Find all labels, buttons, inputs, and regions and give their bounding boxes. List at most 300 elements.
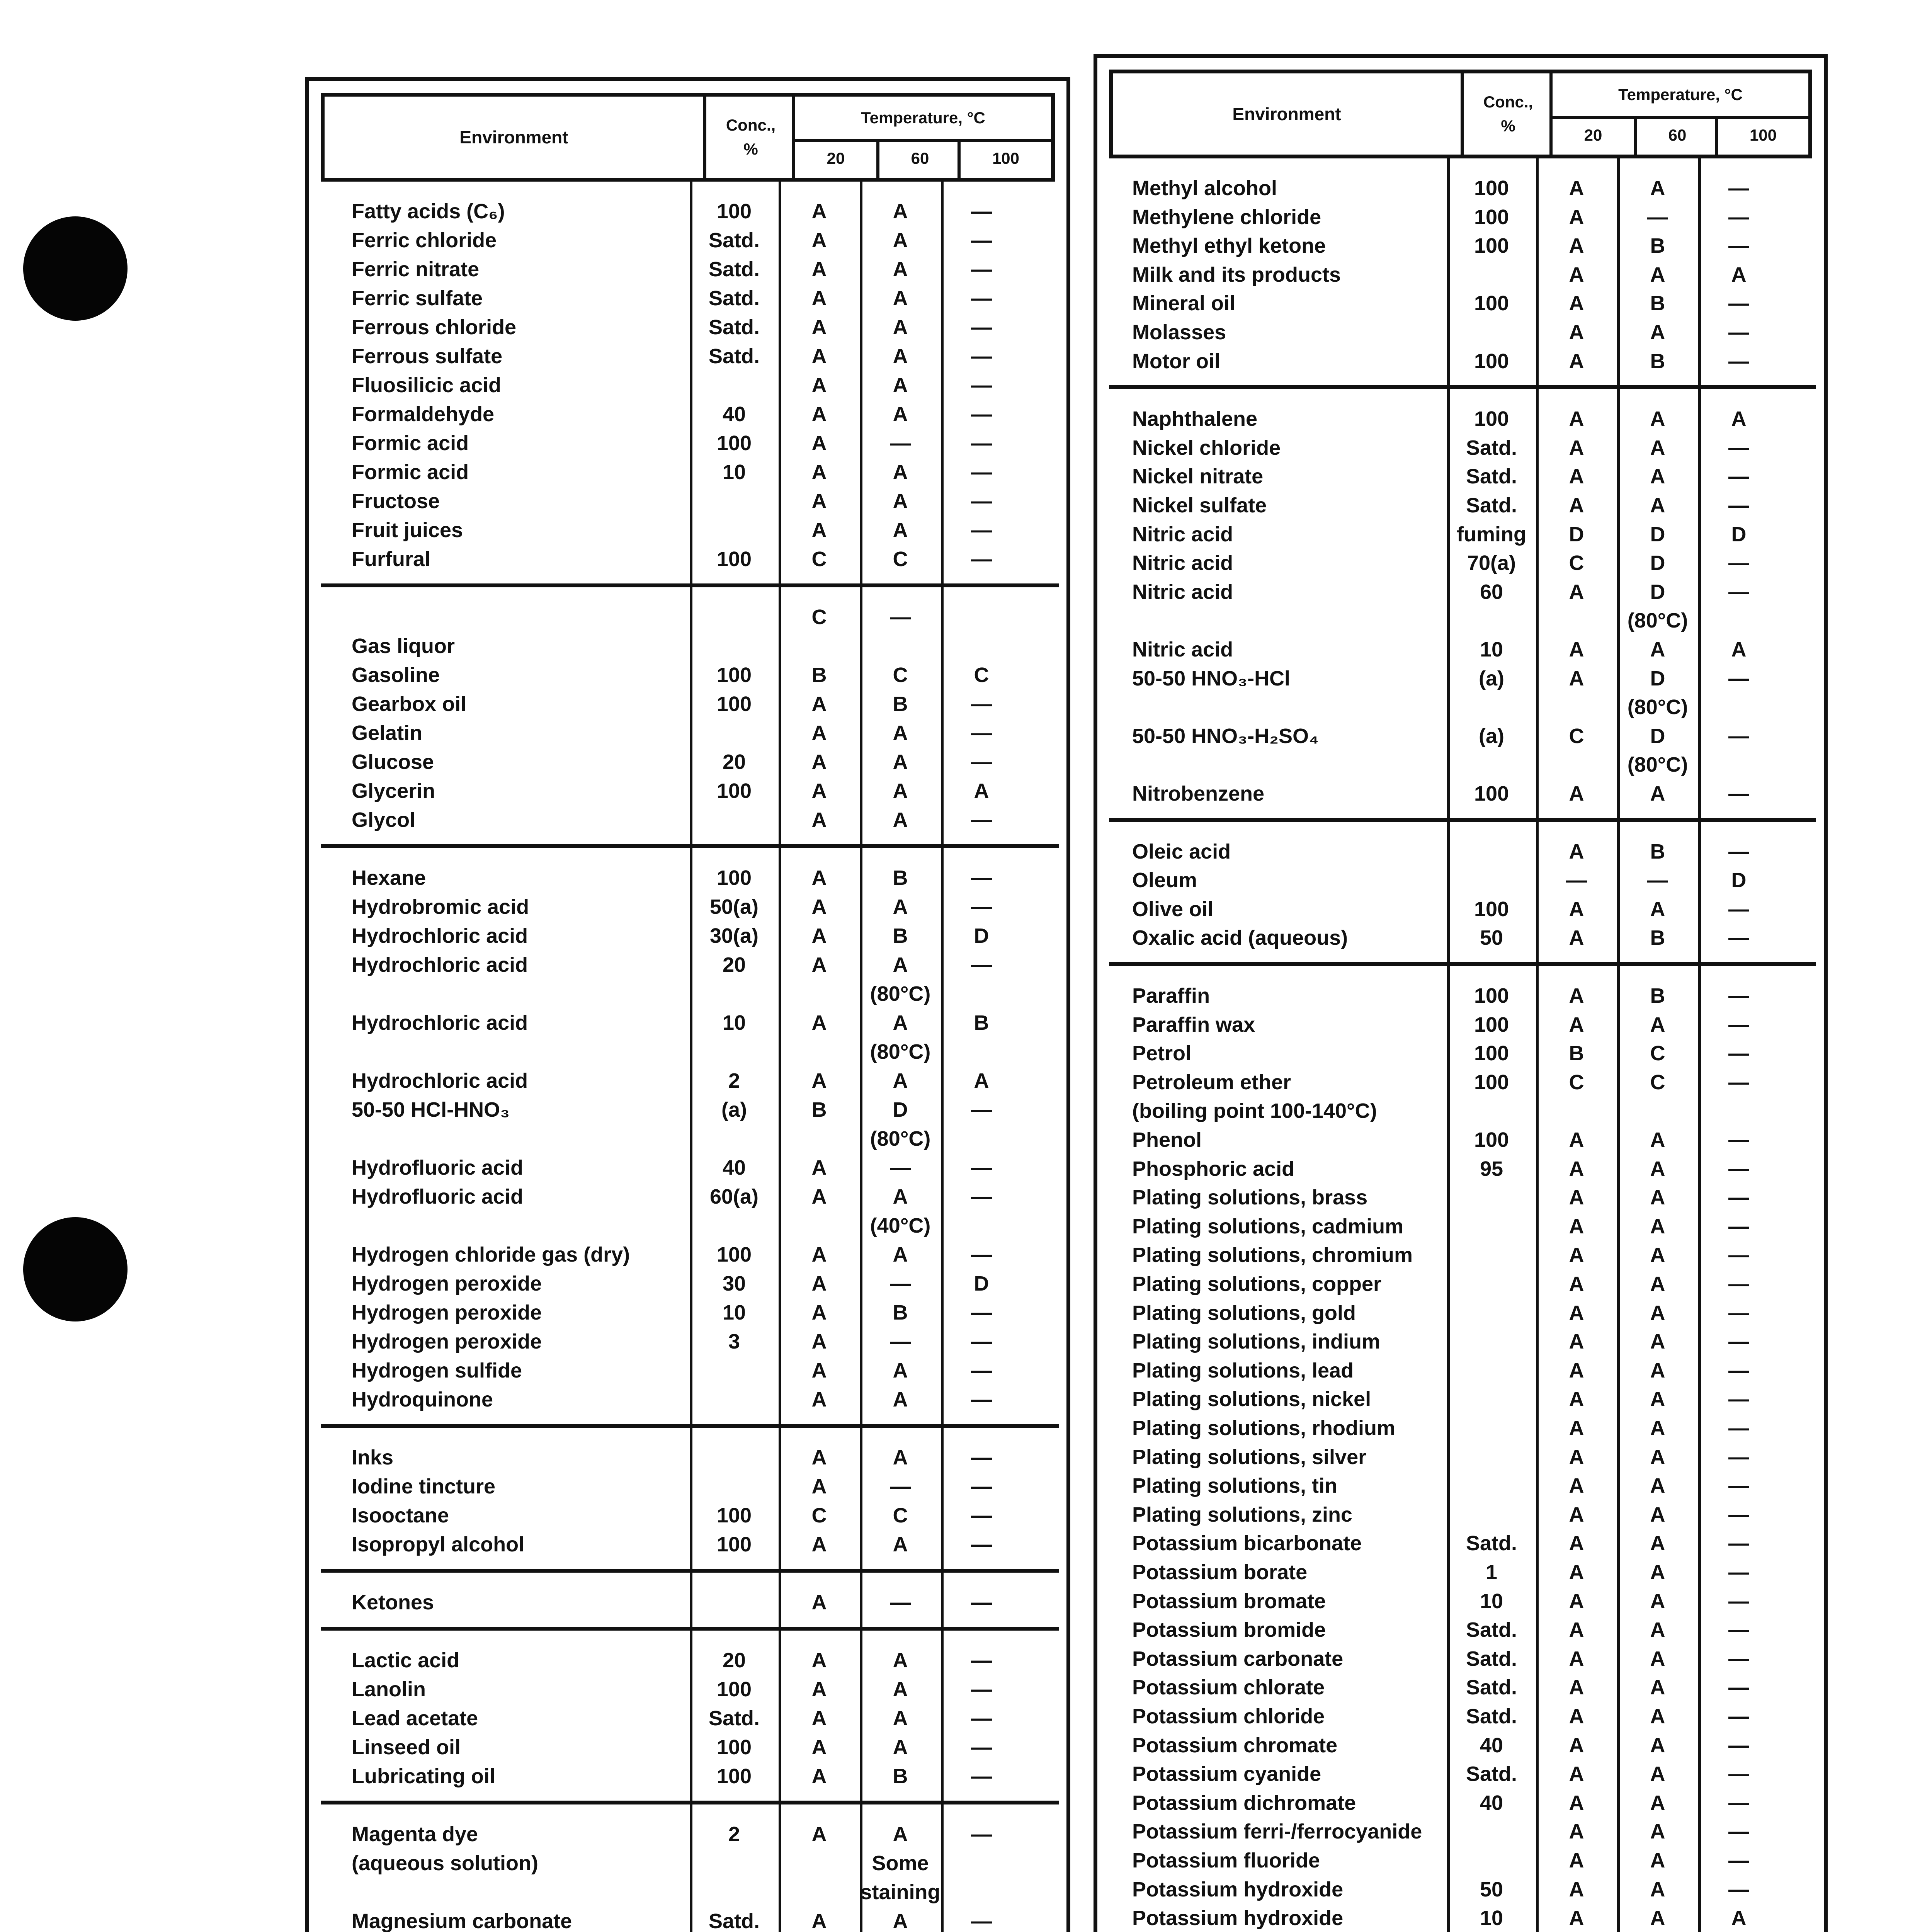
rating-20c-cell: A: [811, 1301, 827, 1324]
rating-20c-cell: A: [811, 750, 827, 774]
rating-100c-cell: —: [1728, 465, 1749, 488]
rating-20c-cell: A: [811, 895, 827, 918]
rating-60c-cell: A: [1650, 1676, 1665, 1699]
concentration-cell: 100: [1474, 177, 1509, 200]
concentration-cell: 100: [1474, 292, 1509, 315]
rating-20c-cell: A: [811, 779, 827, 803]
rating-100c-cell: —: [1728, 1417, 1749, 1440]
environment-cell: Potassium cyanide: [1132, 1762, 1321, 1786]
concentration-cell: 100: [1474, 407, 1509, 431]
concentration-cell: 30: [722, 1272, 746, 1295]
concentration-cell: 1: [1485, 1561, 1498, 1584]
rating-60c-cell: —: [890, 1591, 911, 1614]
environment-cell: Plating solutions, lead: [1132, 1359, 1354, 1382]
rating-100c-cell: —: [971, 866, 992, 889]
rating-20c-cell: A: [1569, 321, 1584, 344]
rating-20c-cell: A: [811, 519, 827, 542]
rating-60c-cell: A: [1650, 1243, 1665, 1267]
concentration-cell: 2: [728, 1069, 740, 1092]
rating-100c-cell: —: [1728, 1647, 1749, 1670]
concentration-cell: 100: [1474, 1042, 1509, 1065]
rating-100c-cell: —: [971, 374, 992, 397]
rating-60c-cell: D: [1650, 580, 1665, 604]
rating-20c-cell: A: [1569, 926, 1584, 950]
environment-cell: Isooctane: [352, 1504, 449, 1527]
rating-60c-cell: C: [1650, 1042, 1665, 1065]
concentration-cell: 60(a): [709, 1185, 759, 1208]
environment-cell: Plating solutions, indium: [1132, 1330, 1380, 1354]
punch-hole-middle: [23, 1217, 128, 1321]
environment-cell: Potassium bromate: [1132, 1589, 1326, 1613]
concentration-cell: Satd.: [708, 258, 760, 281]
rating-100c-cell: —: [971, 1707, 992, 1730]
rating-60c-cell: C: [1650, 1070, 1665, 1094]
environment-cell: Oleic acid: [1132, 840, 1231, 863]
rating-60c-cell: B: [893, 1765, 908, 1788]
rating-60c-cell: A: [1650, 1445, 1665, 1469]
rating-60c-cell: A: [1650, 465, 1665, 488]
environment-cell: Methyl alcohol: [1132, 177, 1277, 200]
rating-60c-cell: B: [893, 692, 908, 716]
environment-cell: Potassium fluoride: [1132, 1849, 1320, 1872]
left-table-panel: [305, 77, 1070, 1932]
concentration-cell: 100: [716, 1765, 752, 1788]
rating-60c-cell: —: [890, 1475, 911, 1498]
rating-100c-cell: —: [1728, 580, 1749, 604]
rating-100c-cell: D: [1731, 869, 1747, 892]
rating-60c-cell: A: [893, 1533, 908, 1556]
concentration-cell: Satd.: [708, 1910, 760, 1932]
rating-20c-cell: A: [1569, 234, 1584, 258]
rating-20c-cell: A: [1569, 1906, 1584, 1930]
rating-60c-cell: A: [1650, 1128, 1665, 1151]
concentration-cell: 100: [716, 692, 752, 716]
rating-100c-cell: —: [971, 808, 992, 832]
environment-cell: Hydrochloric acid: [352, 953, 528, 976]
environment-cell: Milk and its products: [1132, 263, 1341, 286]
rating-100c-cell: —: [971, 490, 992, 513]
temp-60-header: 60: [876, 139, 961, 178]
rating-100c-cell: —: [971, 721, 992, 745]
rating-100c-cell: —: [1728, 1388, 1749, 1411]
rating-100c-cell: —: [971, 1243, 992, 1266]
rating-60c-cell: A: [893, 519, 908, 542]
concentration-cell: Satd.: [1466, 465, 1517, 488]
rating-100c-cell: —: [971, 1649, 992, 1672]
rating-60c-cell: A: [1650, 638, 1665, 661]
environment-cell: Hydrogen peroxide: [352, 1301, 542, 1324]
rating-60c-cell: A: [1650, 1618, 1665, 1642]
concentration-cell: 10: [1480, 638, 1503, 661]
rating-100c-cell: —: [1728, 1445, 1749, 1469]
environment-cell: Ferric sulfate: [352, 287, 483, 310]
rating-100c-cell: A: [974, 779, 989, 803]
environment-cell: Methyl ethyl ketone: [1132, 234, 1326, 258]
rating-100c-cell: —: [1728, 724, 1749, 748]
rating-20c-cell: A: [1569, 1820, 1584, 1844]
rating-20c-cell: B: [811, 663, 827, 687]
concentration-cell: 100: [716, 663, 752, 687]
rating-100c-cell: —: [971, 229, 992, 252]
environment-cell: Plating solutions, zinc: [1132, 1503, 1353, 1526]
concentration-cell: 100: [1474, 1013, 1509, 1036]
rating-60c-cell: B: [1650, 292, 1665, 315]
environment-cell: Plating solutions, brass: [1132, 1186, 1368, 1209]
section-divider: [1109, 818, 1816, 822]
rating-20c-cell: C: [1569, 724, 1584, 748]
concentration-cell: 100: [716, 1533, 752, 1556]
rating-100c-cell: —: [1728, 494, 1749, 517]
rating-60c-cell: D: [1650, 724, 1665, 748]
concentration-cell: 10: [722, 1301, 746, 1324]
rating-60c-cell: A: [893, 1823, 908, 1846]
rating-20c-cell: A: [811, 287, 827, 310]
rating-100c-cell: —: [971, 1591, 992, 1614]
temperature-header: [792, 97, 1051, 178]
environment-cell: Ketones: [352, 1591, 434, 1614]
rating-20c-cell: A: [811, 490, 827, 513]
rating-100c-cell: —: [1728, 1330, 1749, 1354]
rating-100c-cell: A: [1731, 263, 1747, 286]
rating-20c-cell: A: [811, 432, 827, 455]
rating-100c-cell: —: [971, 1475, 992, 1498]
environment-cell: Plating solutions, rhodium: [1132, 1417, 1395, 1440]
rating-60c-cell: A: [1650, 1791, 1665, 1815]
environment-cell: Potassium hydroxide: [1132, 1906, 1344, 1930]
environment-cell: Iodine tincture: [352, 1475, 496, 1498]
rating-60c-cell: A: [1650, 1013, 1665, 1036]
rating-60c-cell: A: [893, 1185, 908, 1208]
rating-60c-cell: A: [893, 258, 908, 281]
rating-60c-cell: A: [1650, 1359, 1665, 1382]
environment-cell: Hydrogen peroxide: [352, 1272, 542, 1295]
concentration-cell: 100: [716, 1736, 752, 1759]
left-table-header: [321, 93, 1055, 182]
rating-60c-cell: A: [1650, 782, 1665, 805]
environment-cell: Gasoline: [352, 663, 440, 687]
environment-cell: Gelatin: [352, 721, 423, 745]
rating-60c-cell: B: [893, 1301, 908, 1324]
rating-100c-cell: —: [971, 1678, 992, 1701]
rating-60c-cell: A: [893, 287, 908, 310]
rating-100c-cell: —: [971, 1910, 992, 1932]
environment-cell: Isopropyl alcohol: [352, 1533, 525, 1556]
rating-100c-cell: —: [971, 1823, 992, 1846]
rating-100c-cell: B: [974, 1011, 989, 1034]
concentration-cell: 100: [1474, 897, 1509, 921]
rating-60c-cell: A: [893, 1388, 908, 1411]
rating-100c-cell: —: [1728, 1618, 1749, 1642]
environment-cell: Phenol: [1132, 1128, 1202, 1151]
rating-20c-cell: B: [1569, 1042, 1584, 1065]
rating-20c-cell: A: [1569, 1762, 1584, 1786]
concentration-cell: 100: [716, 1678, 752, 1701]
rating-100c-cell: A: [974, 1069, 989, 1092]
rating-60c-cell: A: [893, 403, 908, 426]
environment-cell: 50-50 HNO₃-HCl: [1132, 667, 1291, 690]
environment-cell: Paraffin wax: [1132, 1013, 1255, 1036]
environment-cell: Petrol: [1132, 1042, 1192, 1065]
rating-60c-cell: A: [1650, 897, 1665, 921]
rating-20c-cell: —: [1566, 869, 1587, 892]
concentration-cell: Satd.: [1466, 1762, 1517, 1786]
rating-60c-cell: —: [1647, 869, 1668, 892]
rating-60c-cell: A: [893, 721, 908, 745]
rating-60c-cell: A: [893, 461, 908, 484]
rating-60c-cell: A: [893, 1678, 908, 1701]
rating-60c-cell: (80°C): [1627, 609, 1688, 633]
rating-20c-cell: A: [811, 403, 827, 426]
concentration-cell: 100: [1474, 1070, 1509, 1094]
rating-100c-cell: —: [971, 345, 992, 368]
rating-100c-cell: A: [1731, 407, 1747, 431]
environment-cell: Potassium chloride: [1132, 1705, 1325, 1728]
environment-cell: Lactic acid: [352, 1649, 460, 1672]
rating-60c-cell: A: [893, 1736, 908, 1759]
rating-100c-cell: —: [971, 316, 992, 339]
environment-cell: Plating solutions, tin: [1132, 1474, 1337, 1498]
rating-20c-cell: A: [811, 461, 827, 484]
rating-60c-cell: B: [1650, 349, 1665, 373]
rating-20c-cell: A: [811, 866, 827, 889]
environment-cell: Fatty acids (C₆): [352, 200, 505, 223]
concentration-cell: 100: [716, 432, 752, 455]
environment-cell: Plating solutions, cadmium: [1132, 1214, 1404, 1238]
rating-20c-cell: A: [811, 1678, 827, 1701]
rating-100c-cell: D: [1731, 522, 1747, 546]
rating-60c-cell: A: [1650, 1647, 1665, 1670]
rating-60c-cell: A: [1650, 407, 1665, 431]
rating-60c-cell: A: [1650, 1417, 1665, 1440]
environment-cell: Potassium ferri-/ferrocyanide: [1132, 1820, 1422, 1844]
rating-100c-cell: —: [971, 750, 992, 774]
rating-20c-cell: A: [1569, 494, 1584, 517]
temp-100-header: 100: [1715, 116, 1808, 155]
rating-60c-cell: A: [1650, 494, 1665, 517]
rating-20c-cell: A: [811, 1591, 827, 1614]
rating-20c-cell: A: [811, 1069, 827, 1092]
rating-100c-cell: —: [971, 1388, 992, 1411]
temp-100-header: 100: [957, 139, 1051, 178]
rating-100c-cell: —: [971, 1533, 992, 1556]
rating-20c-cell: A: [1569, 1272, 1584, 1296]
concentration-cell: Satd.: [708, 316, 760, 339]
environment-cell: Potassium bicarbonate: [1132, 1532, 1362, 1555]
rating-20c-cell: D: [1569, 522, 1584, 546]
rating-60c-cell: A: [893, 779, 908, 803]
rating-100c-cell: —: [1728, 1705, 1749, 1728]
environment-cell: Nickel nitrate: [1132, 465, 1264, 488]
rating-100c-cell: —: [971, 548, 992, 571]
environment-header: Environment: [1232, 104, 1341, 124]
rating-100c-cell: —: [971, 287, 992, 310]
rating-60c-cell: A: [893, 1011, 908, 1034]
conc-header-unit: %: [743, 140, 758, 158]
concentration-cell: fuming: [1457, 522, 1526, 546]
concentration-cell: 100: [1474, 1128, 1509, 1151]
rating-20c-cell: A: [1569, 349, 1584, 373]
rating-100c-cell: —: [1728, 1070, 1749, 1094]
concentration-cell: (a): [721, 1098, 747, 1121]
concentration-cell: 20: [722, 1649, 746, 1672]
environment-cell: Fluosilicic acid: [352, 374, 502, 397]
environment-cell: Potassium bromide: [1132, 1618, 1326, 1642]
rating-60c-cell: A: [893, 1069, 908, 1092]
rating-60c-cell: A: [893, 808, 908, 832]
rating-60c-cell: A: [893, 1446, 908, 1469]
environment-cell: Fruit juices: [352, 519, 463, 542]
rating-100c-cell: —: [1728, 782, 1749, 805]
environment-cell: Hydrogen sulfide: [352, 1359, 522, 1382]
rating-60c-cell: A: [893, 895, 908, 918]
rating-60c-cell: A: [893, 1707, 908, 1730]
rating-60c-cell: B: [1650, 984, 1665, 1007]
rating-60c-cell: A: [1650, 1906, 1665, 1930]
rating-100c-cell: —: [1728, 1243, 1749, 1267]
environment-cell: Furfural: [352, 548, 431, 571]
rating-60c-cell: A: [1650, 1532, 1665, 1555]
rating-60c-cell: A: [1650, 1762, 1665, 1786]
rating-100c-cell: —: [1728, 177, 1749, 200]
environment-cell: Hydrochloric acid: [352, 1011, 528, 1034]
rating-100c-cell: —: [1728, 349, 1749, 373]
rating-20c-cell: A: [811, 1185, 827, 1208]
rating-20c-cell: A: [1569, 1013, 1584, 1036]
rating-100c-cell: —: [971, 519, 992, 542]
concentration-cell: 40: [722, 403, 746, 426]
rating-20c-cell: A: [1569, 1186, 1584, 1209]
environment-cell: Formic acid: [352, 461, 469, 484]
rating-60c-cell: —: [890, 1330, 911, 1353]
concentration-cell: 20: [722, 750, 746, 774]
rating-60c-cell: A: [1650, 1157, 1665, 1180]
rating-100c-cell: —: [971, 461, 992, 484]
environment-cell: Hydroquinone: [352, 1388, 493, 1411]
rating-20c-cell: C: [1569, 551, 1584, 575]
concentration-cell: 70(a): [1467, 551, 1516, 575]
rating-100c-cell: A: [1731, 638, 1747, 661]
rating-60c-cell: B: [1650, 926, 1665, 950]
concentration-cell: 2: [728, 1823, 740, 1846]
rating-60c-cell: A: [893, 1910, 908, 1932]
rating-20c-cell: B: [811, 1098, 827, 1121]
rating-60c-cell: A: [1650, 1561, 1665, 1584]
rating-100c-cell: —: [971, 692, 992, 716]
environment-cell: Potassium chromate: [1132, 1733, 1338, 1757]
environment-cell: Nitric acid: [1132, 580, 1233, 604]
rating-100c-cell: —: [1728, 1820, 1749, 1844]
concentration-cell: 40: [1480, 1791, 1503, 1815]
rating-60c-cell: D: [893, 1098, 908, 1121]
conc-header-label: Conc.,: [726, 116, 776, 134]
environment-cell: Formic acid: [352, 432, 469, 455]
environment-cell: Lead acetate: [352, 1707, 478, 1730]
environment-cell: Plating solutions, gold: [1132, 1301, 1356, 1325]
concentration-cell: Satd.: [708, 345, 760, 368]
environment-cell: Hydrogen peroxide: [352, 1330, 542, 1353]
temperature-header-label: Temperature, °C: [795, 97, 1051, 142]
rating-60c-cell: (40°C): [870, 1214, 931, 1237]
rating-20c-cell: A: [1569, 1849, 1584, 1872]
right-table-header: [1109, 70, 1812, 158]
concentration-cell: Satd.: [708, 287, 760, 310]
rating-60c-cell: D: [1650, 551, 1665, 575]
rating-20c-cell: A: [1569, 1647, 1584, 1670]
concentration-cell: 60: [1480, 580, 1503, 604]
rating-100c-cell: —: [1728, 1503, 1749, 1526]
rating-100c-cell: —: [971, 1185, 992, 1208]
conc-header-label: Conc.,: [1483, 93, 1533, 111]
rating-20c-cell: A: [1569, 177, 1584, 200]
rating-20c-cell: A: [811, 229, 827, 252]
rating-60c-cell: A: [1650, 1272, 1665, 1296]
environment-cell: Oxalic acid (aqueous): [1132, 926, 1348, 950]
rating-60c-cell: —: [890, 1272, 911, 1295]
environment-cell: Hydrogen chloride gas (dry): [352, 1243, 630, 1266]
environment-cell: Phosphoric acid: [1132, 1157, 1295, 1180]
rating-100c-cell: —: [971, 1504, 992, 1527]
rating-20c-cell: A: [811, 1272, 827, 1295]
environment-cell: Olive oil: [1132, 897, 1214, 921]
rating-20c-cell: A: [1569, 1532, 1584, 1555]
rating-20c-cell: A: [811, 1446, 827, 1469]
rating-20c-cell: A: [1569, 840, 1584, 863]
rating-100c-cell: —: [1728, 292, 1749, 315]
environment-cell: (aqueous solution): [352, 1852, 538, 1875]
rating-60c-cell: A: [1650, 1301, 1665, 1325]
rating-100c-cell: —: [1728, 1157, 1749, 1180]
rating-20c-cell: A: [811, 1736, 827, 1759]
rating-60c-cell: A: [893, 1359, 908, 1382]
rating-20c-cell: A: [1569, 1417, 1584, 1440]
rating-20c-cell: A: [1569, 407, 1584, 431]
rating-100c-cell: A: [1731, 1906, 1747, 1930]
environment-cell: Magenta dye: [352, 1823, 478, 1846]
rating-60c-cell: A: [1650, 1705, 1665, 1728]
environment-cell: Motor oil: [1132, 349, 1220, 373]
rating-20c-cell: A: [1569, 1359, 1584, 1382]
rating-60c-cell: D: [1650, 522, 1665, 546]
section-divider: [1109, 962, 1816, 966]
rating-20c-cell: A: [1569, 1243, 1584, 1267]
rating-20c-cell: A: [1569, 1733, 1584, 1757]
environment-cell: Ferrous sulfate: [352, 345, 503, 368]
rating-60c-cell: A: [893, 374, 908, 397]
environment-cell: Formaldehyde: [352, 403, 495, 426]
environment-cell: Potassium chlorate: [1132, 1676, 1325, 1699]
rating-100c-cell: —: [971, 895, 992, 918]
concentration-cell: 50: [1480, 926, 1503, 950]
environment-cell: Nitric acid: [1132, 551, 1233, 575]
rating-100c-cell: —: [971, 953, 992, 976]
rating-60c-cell: A: [893, 316, 908, 339]
concentration-cell: Satd.: [1466, 1676, 1517, 1699]
rating-20c-cell: A: [1569, 1330, 1584, 1354]
rating-100c-cell: —: [971, 1330, 992, 1353]
rating-60c-cell: A: [1650, 321, 1665, 344]
concentration-cell: 100: [716, 779, 752, 803]
environment-cell: Potassium dichromate: [1132, 1791, 1356, 1815]
rating-60c-cell: (80°C): [1627, 753, 1688, 777]
rating-100c-cell: —: [971, 1156, 992, 1179]
rating-60c-cell: A: [1650, 1388, 1665, 1411]
rating-20c-cell: A: [811, 1475, 827, 1498]
right-table-panel: [1094, 54, 1828, 1932]
rating-60c-cell: A: [1650, 263, 1665, 286]
rating-20c-cell: A: [1569, 667, 1584, 690]
environment-cell: Plating solutions, chromium: [1132, 1243, 1413, 1267]
rating-100c-cell: —: [1728, 1676, 1749, 1699]
